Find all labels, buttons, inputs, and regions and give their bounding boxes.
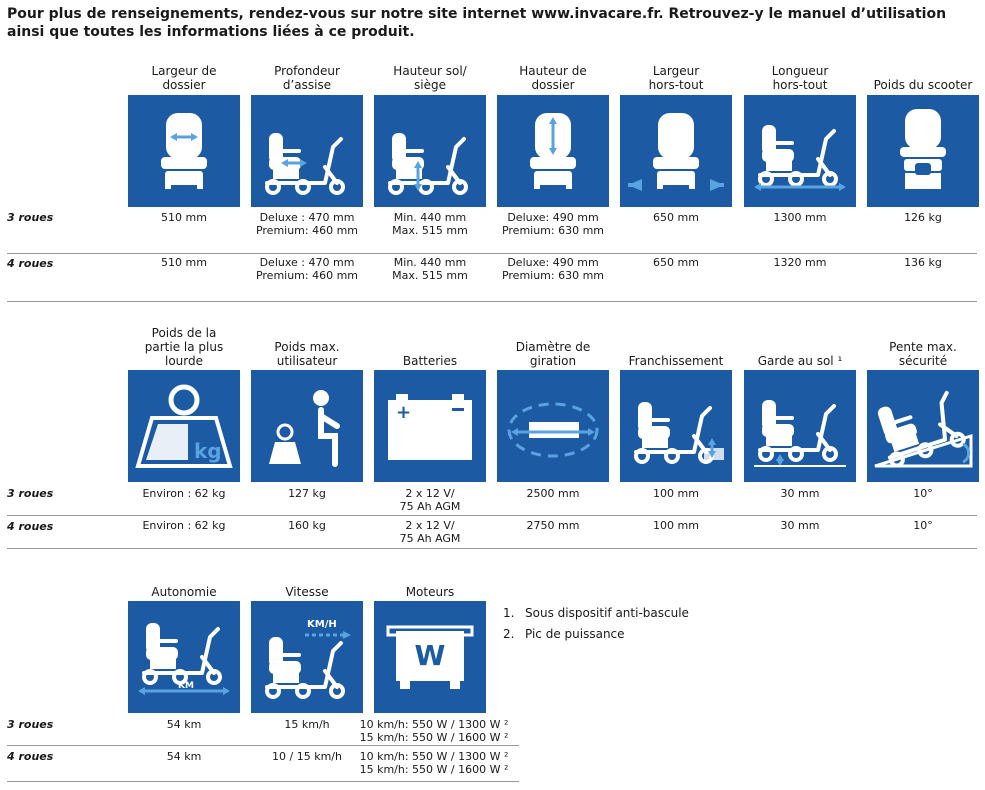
max-slope-icon [867,370,979,482]
overall-length-icon [744,95,856,207]
spec-label: Autonomie [151,585,217,599]
svg-text:kg: kg [194,439,222,463]
icon-text: KM [178,681,194,691]
spec-label: Hauteur sol/ siège [393,64,467,92]
value-4-roues: 2750 mm [526,519,580,532]
value-3-roues: Min. 440 mm Max. 515 mm [392,211,468,237]
divider [7,515,977,516]
spec-label: Poids du scooter [873,78,973,92]
svg-text:+: + [396,402,412,423]
section-divider [7,548,977,549]
value-4-roues: 650 mm [653,256,699,269]
value-3-roues: Deluxe : 470 mm Premium: 460 mm [255,211,359,237]
seat-height-icon [374,95,486,207]
backrest-height-icon [497,95,609,207]
spec-label: Poids de la partie la plus lourde [144,326,224,368]
row-label-3-roues: 3 roues [7,487,54,500]
value-4-roues: 2 x 12 V/ 75 Ah AGM [399,519,461,545]
value-4-roues: 510 mm [161,256,207,269]
value-4-roues: 100 mm [653,519,699,532]
row-label-4-roues: 4 roues [7,257,54,270]
value-3-roues: 15 km/h [284,718,330,731]
footnotes [503,603,689,645]
range-icon [128,601,240,713]
row-label-4-roues: 4 roues [7,750,54,763]
spec-label: Pente max. sécurité [889,340,957,368]
value-4-roues: Min. 440 mm Max. 515 mm [392,256,468,282]
value-3-roues: 2500 mm [526,487,580,500]
value-3-roues: 1300 mm [773,211,827,224]
value-4-roues: 30 mm [780,519,820,532]
value-3-roues: 510 mm [161,211,207,224]
seat-width-icon [128,95,240,207]
spec-label: Longueur hors-tout [771,64,829,92]
value-3-roues: 54 km [166,718,202,731]
icon-text: W [414,639,446,672]
value-4-roues: 1320 mm [773,256,827,269]
max-user-weight-icon [251,370,363,482]
spec-label: Franchissement [628,354,724,368]
battery-icon [374,370,486,482]
spec-label: Diamètre de giration [515,340,591,368]
scooter-weight-icon [867,95,979,207]
spec-label: Vitesse [285,585,329,599]
value-3-roues: 127 kg [288,487,326,500]
spec-label: Moteurs [405,585,455,599]
value-3-roues: 10 km/h: 550 W / 1300 W ² 15 km/h: 550 W / 1600 W ² [359,718,509,744]
spec-label: Batteries [402,354,458,368]
value-4-roues: 10 / 15 km/h [272,750,342,763]
turning-diameter-icon [497,370,609,482]
speed-icon [251,601,363,713]
value-4-roues: 160 kg [288,519,326,532]
icon-text: KM/H [307,619,337,630]
value-3-roues: Environ : 62 kg [142,487,226,500]
obstacle-climbing-icon [620,370,732,482]
spec-label: Poids max. utilisateur [274,340,340,368]
value-4-roues: Deluxe : 470 mm Premium: 460 mm [255,256,359,282]
row-label-3-roues: 3 roues [7,718,54,731]
divider [7,745,519,746]
value-4-roues: 10° [913,519,933,532]
value-3-roues: 126 kg [904,211,942,224]
spec-label: Largeur hors-tout [648,64,704,92]
footnote: 1. Sous dispositif anti-bascule [503,606,689,620]
footnote: 2. Pic de puissance [503,627,625,641]
spec-label: Profondeur d’assise [274,64,340,92]
value-3-roues: 10° [913,487,933,500]
section-divider [7,781,519,782]
seat-depth-icon [251,95,363,207]
spec-label: Hauteur de dossier [519,64,587,92]
motor-icon [374,601,486,713]
intro-text: Pour plus de renseignements, rendez-vous sur notre site internet www.invacare.fr. Retrouvez-y le manuel d’utilisation ainsi que toutes les informations liées à ce produit. [7,6,947,40]
value-4-roues: 54 km [166,750,202,763]
value-3-roues: 650 mm [653,211,699,224]
spec-label: Garde au sol ¹ [757,354,843,368]
value-3-roues: 30 mm [780,487,820,500]
row-label-3-roues: 3 roues [7,211,54,224]
divider [7,253,977,254]
section-divider [7,301,977,302]
value-4-roues: 136 kg [904,256,942,269]
row-label-4-roues: 4 roues [7,520,54,533]
value-3-roues: Deluxe: 490 mm Premium: 630 mm [501,211,605,237]
value-3-roues: 100 mm [653,487,699,500]
value-4-roues: Environ : 62 kg [142,519,226,532]
value-3-roues: 2 x 12 V/ 75 Ah AGM [399,487,461,513]
ground-clearance-icon [744,370,856,482]
spec-label: Largeur de dossier [151,64,217,92]
value-4-roues: Deluxe: 490 mm Premium: 630 mm [501,256,605,282]
overall-width-icon [620,95,732,207]
value-4-roues: 10 km/h: 550 W / 1300 W ² 15 km/h: 550 W / 1600 W ² [359,750,509,776]
heaviest-part-weight-icon [128,370,240,482]
